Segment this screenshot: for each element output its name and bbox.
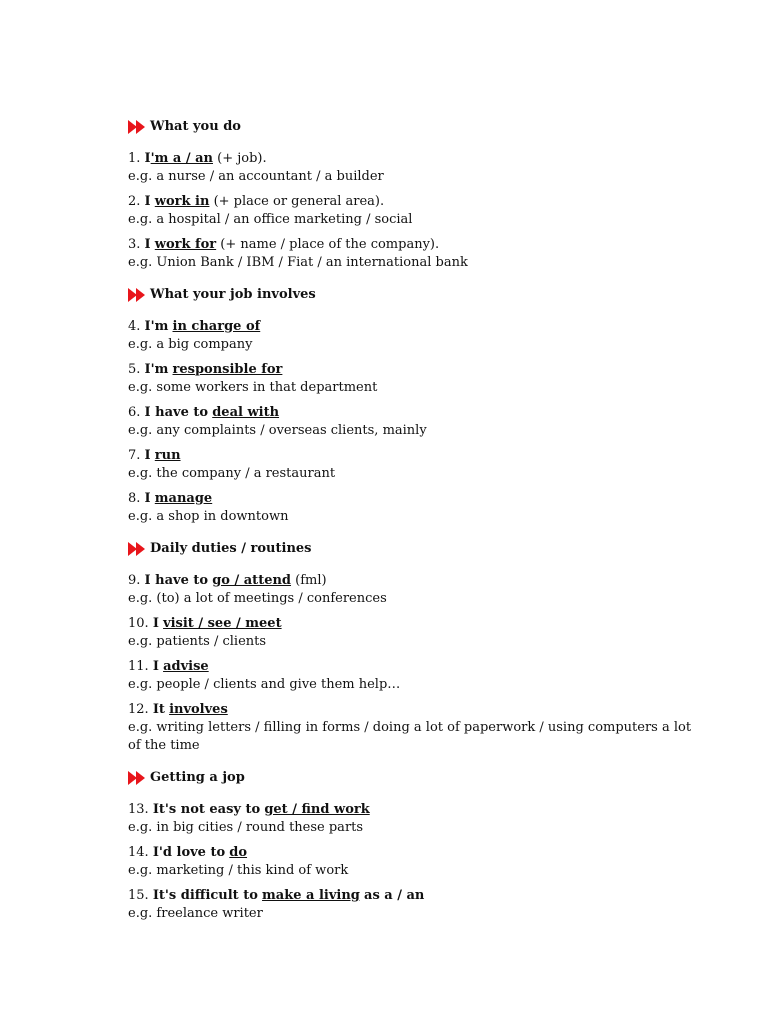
- phrase-prefix: It's difficult to: [152, 888, 258, 903]
- phrase-line: [128, 572, 698, 590]
- example-text: e.g. writing letters / filling in forms / doing a lot of paperwork / using computers a lot of the time: [128, 720, 692, 753]
- key-phrase: make a living: [262, 888, 360, 903]
- example-text: e.g. a shop in downtown: [128, 509, 289, 524]
- section-heading: [128, 286, 698, 304]
- entry-number: 3.: [128, 237, 141, 252]
- key-phrase: go / attend: [212, 573, 292, 588]
- phrase-entry: [128, 572, 698, 608]
- phrase-line: [128, 318, 698, 336]
- section-heading: [128, 769, 698, 787]
- key-phrase: manage: [154, 491, 213, 506]
- entry-number: 12.: [128, 702, 149, 717]
- phrase-prefix: I: [144, 448, 151, 463]
- phrase-line: [128, 615, 698, 633]
- example-text: e.g. freelance writer: [128, 906, 263, 921]
- key-phrase: 'm a / an: [150, 151, 213, 166]
- example-text: e.g. a nurse / an accountant / a builder: [128, 169, 384, 184]
- phrase-entry: [128, 801, 698, 837]
- phrase-entry: [128, 193, 698, 229]
- section-heading: [128, 540, 698, 558]
- phrase-line: [128, 150, 698, 168]
- phrase-line: [128, 193, 698, 211]
- entry-number: 13.: [128, 802, 149, 817]
- section-title: Getting a jop: [150, 770, 245, 785]
- phrase-line: [128, 844, 698, 862]
- entry-number: 15.: [128, 888, 149, 903]
- key-phrase: in charge of: [172, 319, 261, 334]
- example-text: e.g. some workers in that department: [128, 380, 378, 395]
- phrase-prefix: I have to: [144, 573, 209, 588]
- phrase-entry: [128, 404, 698, 440]
- phrase-prefix: I: [144, 194, 151, 209]
- phrase-entry: [128, 701, 698, 755]
- example-text: e.g. Union Bank / IBM / Fiat / an international bank: [128, 255, 468, 270]
- double-arrow-right-icon: [128, 542, 150, 556]
- entry-number: 4.: [128, 319, 141, 334]
- phrase-entry: [128, 447, 698, 483]
- phrase-prefix: I: [152, 616, 159, 631]
- phrase-line: [128, 236, 698, 254]
- key-phrase: run: [154, 448, 181, 463]
- usage-note: (fml): [295, 573, 327, 588]
- phrase-prefix: I'm: [144, 319, 169, 334]
- double-arrow-right-icon: [128, 771, 150, 785]
- phrase-line: [128, 361, 698, 379]
- phrase-entry: [128, 887, 698, 923]
- entry-number: 9.: [128, 573, 141, 588]
- phrase-entry: [128, 236, 698, 272]
- key-phrase: work in: [154, 194, 210, 209]
- key-phrase: advise: [163, 659, 209, 674]
- phrase-prefix: I: [144, 151, 151, 166]
- example-text: e.g. a hospital / an office marketing / social: [128, 212, 413, 227]
- phrase-line: [128, 404, 698, 422]
- key-phrase: visit / see / meet: [163, 616, 282, 631]
- phrase-line: [128, 447, 698, 465]
- key-phrase: involves: [169, 702, 228, 717]
- phrase-entry: [128, 361, 698, 397]
- section-heading: [128, 118, 698, 136]
- phrase-prefix: It: [152, 702, 165, 717]
- key-phrase: get / find work: [264, 802, 370, 817]
- entry-number: 5.: [128, 362, 141, 377]
- phrase-entry: [128, 844, 698, 880]
- example-text: e.g. in big cities / round these parts: [128, 820, 364, 835]
- entry-number: 6.: [128, 405, 141, 420]
- phrase-entry: [128, 490, 698, 526]
- example-text: e.g. (to) a lot of meetings / conferences: [128, 591, 387, 606]
- phrase-entry: [128, 150, 698, 186]
- phrase-line: [128, 658, 698, 676]
- phrase-prefix: I'm: [144, 362, 169, 377]
- example-text: e.g. the company / a restaurant: [128, 466, 336, 481]
- double-arrow-right-icon: [128, 288, 150, 302]
- section-title: What your job involves: [150, 287, 316, 302]
- phrase-prefix: I: [152, 659, 159, 674]
- entry-number: 14.: [128, 845, 149, 860]
- usage-note: (+ place or general area).: [213, 194, 385, 209]
- phrase-line: [128, 887, 698, 905]
- double-arrow-right-icon: [128, 120, 150, 134]
- entry-number: 8.: [128, 491, 141, 506]
- phrase-line: [128, 490, 698, 508]
- phrase-prefix: I have to: [144, 405, 209, 420]
- section-title: Daily duties / routines: [150, 541, 312, 556]
- example-text: e.g. patients / clients: [128, 634, 267, 649]
- example-text: e.g. any complaints / overseas clients, mainly: [128, 423, 427, 438]
- entry-number: 1.: [128, 151, 141, 166]
- entry-number: 11.: [128, 659, 149, 674]
- entry-number: 2.: [128, 194, 141, 209]
- phrase-line: [128, 801, 698, 819]
- phrase-prefix: It's not easy to: [152, 802, 261, 817]
- phrase-entry: [128, 658, 698, 694]
- usage-note: (+ name / place of the company).: [220, 237, 440, 252]
- key-phrase: deal with: [212, 405, 280, 420]
- phrase-entry: [128, 615, 698, 651]
- key-phrase: responsible for: [172, 362, 283, 377]
- phrase-entry: [128, 318, 698, 354]
- example-text: e.g. people / clients and give them help…: [128, 677, 401, 692]
- entry-number: 10.: [128, 616, 149, 631]
- phrase-line: [128, 701, 698, 719]
- section-title: What you do: [150, 119, 241, 134]
- entry-number: 7.: [128, 448, 141, 463]
- usage-note: (+ job).: [217, 151, 267, 166]
- phrase-prefix: I: [144, 237, 151, 252]
- phrase-suffix: as a / an: [364, 888, 425, 903]
- phrase-prefix: I: [144, 491, 151, 506]
- example-text: e.g. marketing / this kind of work: [128, 863, 349, 878]
- example-text: e.g. a big company: [128, 337, 253, 352]
- document-content: [128, 118, 698, 930]
- phrase-prefix: I'd love to: [152, 845, 226, 860]
- key-phrase: do: [229, 845, 248, 860]
- key-phrase: work for: [154, 237, 217, 252]
